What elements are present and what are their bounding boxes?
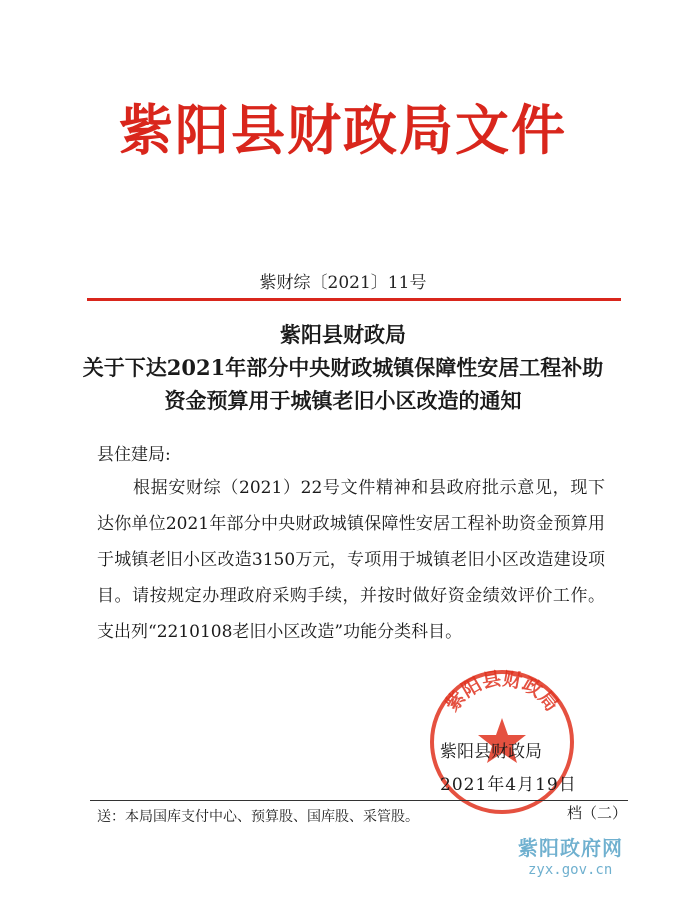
svg-text:紫阳县财政局 xyxy=(440,668,562,716)
red-divider-line xyxy=(87,298,621,301)
watermark-url: zyx.gov.cn xyxy=(528,862,613,878)
distribution-list: 送：本局国库支付中心、预算股、国库股、采管股。 xyxy=(97,809,419,825)
issue-date: 2021年4月19日 xyxy=(440,775,577,795)
issuer-signature: 紫阳县财政局 xyxy=(440,742,542,762)
watermark-site-name: 紫阳政府网 xyxy=(518,836,623,860)
footer-divider-line xyxy=(90,800,628,801)
notice-title-line: 关于下达2021年部分中央财政城镇保障性安居工程补助 xyxy=(82,355,604,380)
issuer-header-title: 紫阳县财政局文件 xyxy=(119,99,567,162)
document-number: 紫财综〔2021〕11号 xyxy=(259,273,427,293)
body-paragraph: 根据安财综（2021）22号文件精神和县政府批示意见，现下达你单位2021年部分中央财政城镇保障性安居工程补助资金预算用于城镇老旧小区改造3150万元，专项用于城镇老旧小区改造建设项目。请按规定办理政府采购手续，并按时做好资金绩效评价工作。支出列“2210108老旧小区改造”功能分类科目。 xyxy=(97,478,605,642)
notice-title xyxy=(0,318,686,417)
notice-title-line: 资金预算用于城镇老旧小区改造的通知 xyxy=(164,388,522,413)
notice-title-line: 紫阳县财政局 xyxy=(280,322,406,347)
addressee: 县住建局: xyxy=(97,445,171,465)
seal-text: 紫阳县财政局 xyxy=(441,668,563,716)
archive-mark: 档（二） xyxy=(567,804,628,822)
